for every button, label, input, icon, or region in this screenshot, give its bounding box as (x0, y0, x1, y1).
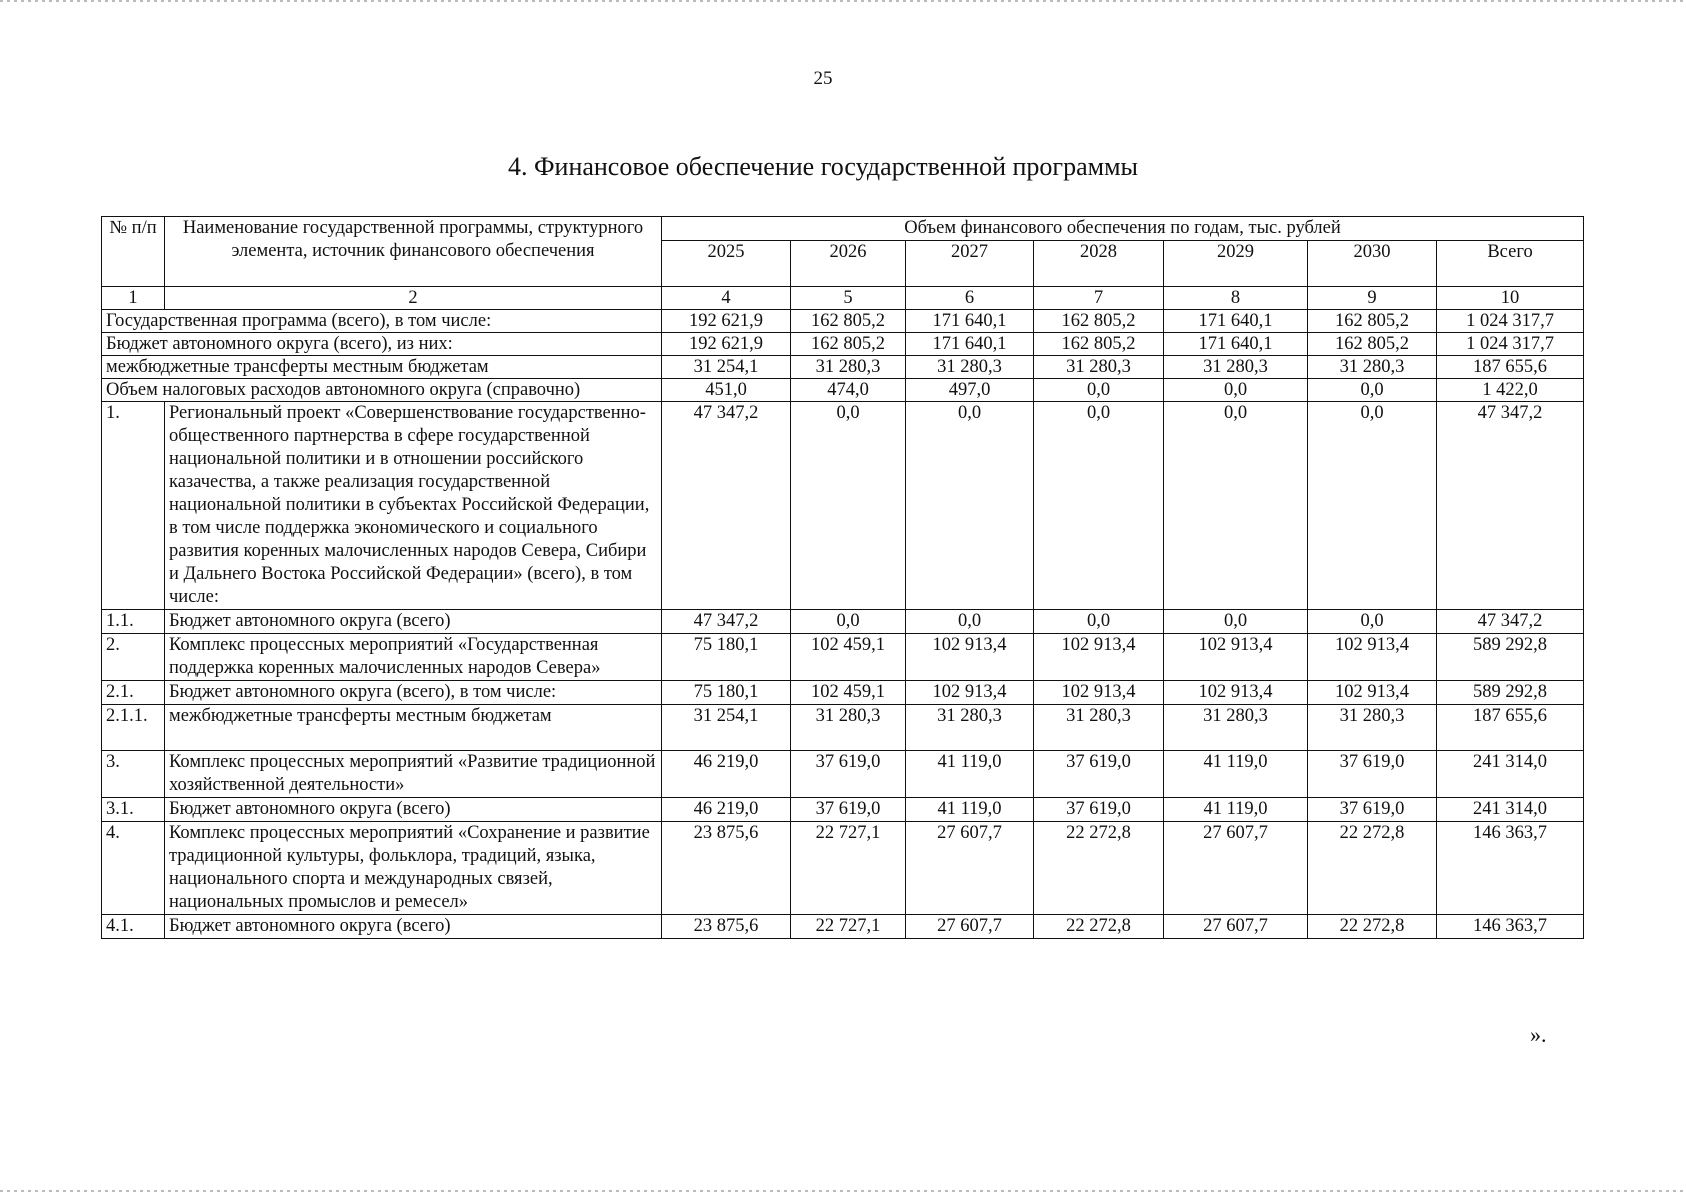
cell-value: 146 363,7 (1437, 915, 1584, 939)
cell-value: 187 655,6 (1437, 705, 1584, 751)
cell-value: 75 180,1 (662, 681, 791, 705)
cell-value: 451,0 (662, 379, 791, 402)
cell-value: 31 254,1 (662, 356, 791, 379)
cell-value: 22 272,8 (1034, 915, 1164, 939)
cell-value: 102 459,1 (791, 634, 906, 681)
table-row (102, 751, 1584, 798)
cell-value: 171 640,1 (1164, 310, 1308, 333)
row-name: Бюджет автономного округа (всего) (165, 798, 662, 822)
cell-value: 31 280,3 (1164, 356, 1308, 379)
cell-value: 46 219,0 (662, 798, 791, 822)
financing-table (101, 216, 1584, 939)
cell-value: 22 727,1 (791, 822, 906, 915)
cell-value: 31 280,3 (791, 705, 906, 751)
row-name: Комплекс процессных мероприятий «Государственная поддержка коренных малочисленных народов Севера» (165, 634, 662, 681)
cell-value: 22 272,8 (1308, 915, 1437, 939)
cell-value: 41 119,0 (1164, 798, 1308, 822)
cell-value: 474,0 (791, 379, 906, 402)
header-year-2030: 2030 (1308, 241, 1437, 287)
column-number-row (102, 287, 1584, 310)
cell-value: 102 459,1 (791, 681, 906, 705)
cell-value: 27 607,7 (1164, 915, 1308, 939)
column-number: 5 (791, 287, 906, 310)
cell-value: 37 619,0 (1034, 751, 1164, 798)
cell-value: 102 913,4 (906, 634, 1034, 681)
cell-value: 102 913,4 (1034, 681, 1164, 705)
header-total: Всего (1437, 241, 1584, 287)
cell-value: 102 913,4 (1034, 634, 1164, 681)
cell-value: 0,0 (906, 610, 1034, 634)
row-name: межбюджетные трансферты местным бюджетам (165, 705, 662, 751)
cell-value: 162 805,2 (1034, 333, 1164, 356)
column-number: 9 (1308, 287, 1437, 310)
cell-value: 0,0 (791, 610, 906, 634)
cell-value: 241 314,0 (1437, 751, 1584, 798)
cell-value: 47 347,2 (1437, 402, 1584, 610)
summary-row-budget (102, 333, 1584, 356)
column-number: 8 (1164, 287, 1308, 310)
row-name: Комплекс процессных мероприятий «Сохранение и развитие традиционной культуры, фольклора, традиций, языка, национального спорта и международных связей, национальных промыслов и ремесел» (165, 822, 662, 915)
column-number: 6 (906, 287, 1034, 310)
cell-value: 1 422,0 (1437, 379, 1584, 402)
table-row (102, 681, 1584, 705)
cell-value: 22 272,8 (1034, 822, 1164, 915)
row-number: 4.1. (102, 915, 165, 939)
row-number: 2.1. (102, 681, 165, 705)
row-name: Бюджет автономного округа (всего), в том числе: (165, 681, 662, 705)
summary-row-name: межбюджетные трансферты местным бюджетам (102, 356, 662, 379)
cell-value: 0,0 (1308, 402, 1437, 610)
cell-value: 22 272,8 (1308, 822, 1437, 915)
cell-value: 27 607,7 (906, 822, 1034, 915)
column-number: 7 (1034, 287, 1164, 310)
row-name: Региональный проект «Совершенствование государственно-общественного партнерства в сфере государственной национальной политики и в отношении российского казачества, а также реализация государственной национальной политики в субъектах Российской Федерации, в том числе поддержка экономического и социального развития коренных малочисленных народов Севера, Сибири и Дальнего Востока Российской Федерации» (всего), в том числе: (165, 402, 662, 610)
cell-value: 0,0 (906, 402, 1034, 610)
summary-row-name: Объем налоговых расходов автономного округа (справочно) (102, 379, 662, 402)
header-year-2026: 2026 (791, 241, 906, 287)
cell-value: 146 363,7 (1437, 822, 1584, 915)
cell-value: 162 805,2 (1034, 310, 1164, 333)
row-name: Комплекс процессных мероприятий «Развитие традиционной хозяйственной деятельности» (165, 751, 662, 798)
row-number: 1.1. (102, 610, 165, 634)
cell-value: 47 347,2 (1437, 610, 1584, 634)
cell-value: 0,0 (1164, 402, 1308, 610)
summary-row-name: Государственная программа (всего), в том числе: (102, 310, 662, 333)
cell-value: 31 280,3 (906, 356, 1034, 379)
cell-value: 102 913,4 (1308, 634, 1437, 681)
page-title: 4. Финансовое обеспечение государственной программы (507, 152, 1139, 181)
row-name: Бюджет автономного округа (всего) (165, 610, 662, 634)
cell-value: 171 640,1 (1164, 333, 1308, 356)
cell-value: 37 619,0 (1308, 798, 1437, 822)
cell-value: 192 621,9 (662, 333, 791, 356)
cell-value: 102 913,4 (906, 681, 1034, 705)
cell-value: 27 607,7 (1164, 822, 1308, 915)
cell-value: 187 655,6 (1437, 356, 1584, 379)
summary-row-name: Бюджет автономного округа (всего), из них: (102, 333, 662, 356)
cell-value: 46 219,0 (662, 751, 791, 798)
cell-value: 31 280,3 (906, 705, 1034, 751)
cell-value: 1 024 317,7 (1437, 333, 1584, 356)
row-number: 1. (102, 402, 165, 610)
cell-value: 37 619,0 (791, 798, 906, 822)
table-row (102, 610, 1584, 634)
cell-value: 0,0 (791, 402, 906, 610)
row-name: Бюджет автономного округа (всего) (165, 915, 662, 939)
cell-value: 37 619,0 (791, 751, 906, 798)
cell-value: 41 119,0 (906, 751, 1034, 798)
table-row (102, 915, 1584, 939)
cell-value: 162 805,2 (1308, 310, 1437, 333)
cell-value: 31 280,3 (1034, 356, 1164, 379)
header-year-2027: 2027 (906, 241, 1034, 287)
cell-value: 589 292,8 (1437, 634, 1584, 681)
row-number: 2.1.1. (102, 705, 165, 751)
header-name: Наименование государственной программы, структурного элемента, источник финансового обеспечения (165, 217, 662, 287)
summary-row-tax-expenses (102, 379, 1584, 402)
cell-value: 47 347,2 (662, 402, 791, 610)
cell-value: 75 180,1 (662, 634, 791, 681)
cell-value: 102 913,4 (1164, 681, 1308, 705)
summary-row-program-total (102, 310, 1584, 333)
table-row (102, 634, 1584, 681)
cell-value: 0,0 (1034, 610, 1164, 634)
cell-value: 162 805,2 (791, 333, 906, 356)
column-number: 2 (165, 287, 662, 310)
cell-value: 497,0 (906, 379, 1034, 402)
table-row (102, 402, 1584, 610)
header-no: № п/п (102, 217, 165, 287)
table-row (102, 705, 1584, 751)
cell-value: 1 024 317,7 (1437, 310, 1584, 333)
cell-value: 31 280,3 (1164, 705, 1308, 751)
cell-value: 31 280,3 (1308, 356, 1437, 379)
row-number: 3.1. (102, 798, 165, 822)
cell-value: 27 607,7 (906, 915, 1034, 939)
cell-value: 37 619,0 (1308, 751, 1437, 798)
cell-value: 41 119,0 (1164, 751, 1308, 798)
column-number: 1 (102, 287, 165, 310)
cell-value: 0,0 (1164, 379, 1308, 402)
table-row (102, 822, 1584, 915)
cell-value: 41 119,0 (906, 798, 1034, 822)
cell-value: 47 347,2 (662, 610, 791, 634)
header-year-2025: 2025 (662, 241, 791, 287)
cell-value: 31 280,3 (791, 356, 906, 379)
cell-value: 102 913,4 (1164, 634, 1308, 681)
column-number: 10 (1437, 287, 1584, 310)
cell-value: 0,0 (1164, 610, 1308, 634)
cell-value: 589 292,8 (1437, 681, 1584, 705)
cell-value: 0,0 (1034, 402, 1164, 610)
row-number: 2. (102, 634, 165, 681)
cell-value: 171 640,1 (906, 333, 1034, 356)
scan-edge-top (0, 0, 1686, 2)
cell-value: 31 254,1 (662, 705, 791, 751)
cell-value: 23 875,6 (662, 915, 791, 939)
cell-value: 23 875,6 (662, 822, 791, 915)
row-number: 3. (102, 751, 165, 798)
cell-value: 171 640,1 (906, 310, 1034, 333)
row-number: 4. (102, 822, 165, 915)
column-number: 4 (662, 287, 791, 310)
cell-value: 0,0 (1034, 379, 1164, 402)
summary-row-transfers (102, 356, 1584, 379)
cell-value: 162 805,2 (791, 310, 906, 333)
table-row (102, 798, 1584, 822)
header-volume: Объем финансового обеспечения по годам, тыс. рублей (662, 217, 1584, 241)
closing-quote-mark: ». (1530, 1022, 1547, 1047)
page-number: 25 (813, 68, 833, 89)
cell-value: 31 280,3 (1308, 705, 1437, 751)
cell-value: 102 913,4 (1308, 681, 1437, 705)
cell-value: 241 314,0 (1437, 798, 1584, 822)
cell-value: 31 280,3 (1034, 705, 1164, 751)
header-year-2029: 2029 (1164, 241, 1308, 287)
cell-value: 22 727,1 (791, 915, 906, 939)
cell-value: 0,0 (1308, 610, 1437, 634)
cell-value: 192 621,9 (662, 310, 791, 333)
cell-value: 0,0 (1308, 379, 1437, 402)
header-year-2028: 2028 (1034, 241, 1164, 287)
scan-edge-bottom (0, 1190, 1686, 1192)
cell-value: 37 619,0 (1034, 798, 1164, 822)
cell-value: 162 805,2 (1308, 333, 1437, 356)
